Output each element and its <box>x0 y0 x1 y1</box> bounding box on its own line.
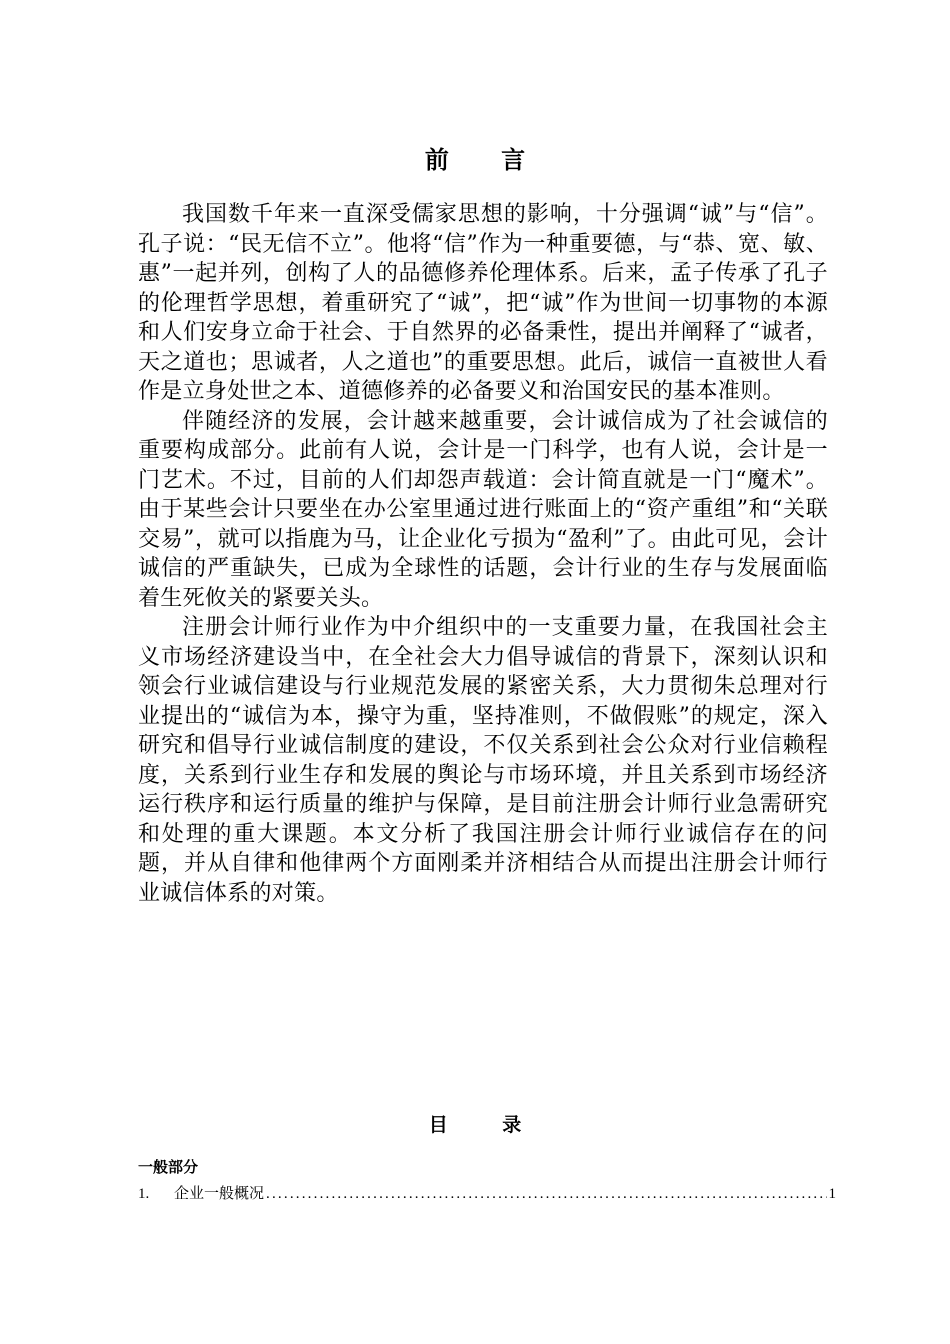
preface-body <box>138 200 828 908</box>
toc-entry-label: 企业一般概况 <box>174 1186 265 1202</box>
preface-paragraph-2: 伴随经济的发展，会计越来越重要，会计诚信成为了社会诚信的重要构成部分。此前有人说，会计是一门科学，也有人说，会计是一门艺术。不过，目前的人们却怨声载道：会计简直就是一门“魔术”。由于某些会计只要坐在办公室里通过进行账面上的“资产重组”和“关联交易”，就可以指鹿为马，让企业化亏损为“盈利”了。由此可见，会计诚信的严重缺失，已成为全球性的话题，会计行业的生存与发展面临着生死攸关的紧要关头。 <box>138 408 828 611</box>
toc-dot-leader <box>266 1183 826 1205</box>
preface-paragraph-3: 注册会计师行业作为中介组织中的一支重要力量，在我国社会主义市场经济建设当中，在全社会大力倡导诚信的背景下，深刻认识和领会行业诚信建设与行业规范发展的紧密关系，大力贯彻朱总理对行业提出的“诚信为本，操守为重，坚持准则，不做假账”的规定，深入研究和倡导行业诚信制度的建设，不仅关系到社会公众对行业信赖程度，关系到行业生存和发展的舆论与市场环境，并且关系到市场经济运行秩序和运行质量的维护与保障，是目前注册会计师行业急需研究和处理的重大课题。本文分析了我国注册会计师行业诚信存在的问题，并从自律和他律两个方面刚柔并济相结合从而提出注册会计师行业诚信体系的对策。 <box>138 615 828 906</box>
toc-entry-page: 1 <box>828 1186 836 1202</box>
toc-entry-number: 1. <box>138 1186 150 1202</box>
preface-paragraph-1: 我国数千年来一直深受儒家思想的影响，十分强调“诚”与“信”。孔子说：“民无信不立”。他将“信”作为一种重要德，与“恭、宽、敏、惠”一起并列，创构了人的品德修养伦理体系。后来，孟子传承了孔子的伦理哲学思想，着重研究了“诚”，把“诚”作为世间一切事物的本源和人们安身立命于社会、于自然界的必备秉性，提出并阐释了“诚者，天之道也；思诚者，人之道也”的重要思想。此后，诚信一直被世人看作是立身处世之本、道德修养的必备要义和治国安民的基本准则。 <box>138 202 828 404</box>
preface-title: 前 言 <box>424 146 548 174</box>
toc-section-heading: 一般部分 <box>138 1158 199 1176</box>
toc-entry[interactable] <box>138 1183 836 1205</box>
toc-title: 目 录 <box>428 1114 546 1136</box>
